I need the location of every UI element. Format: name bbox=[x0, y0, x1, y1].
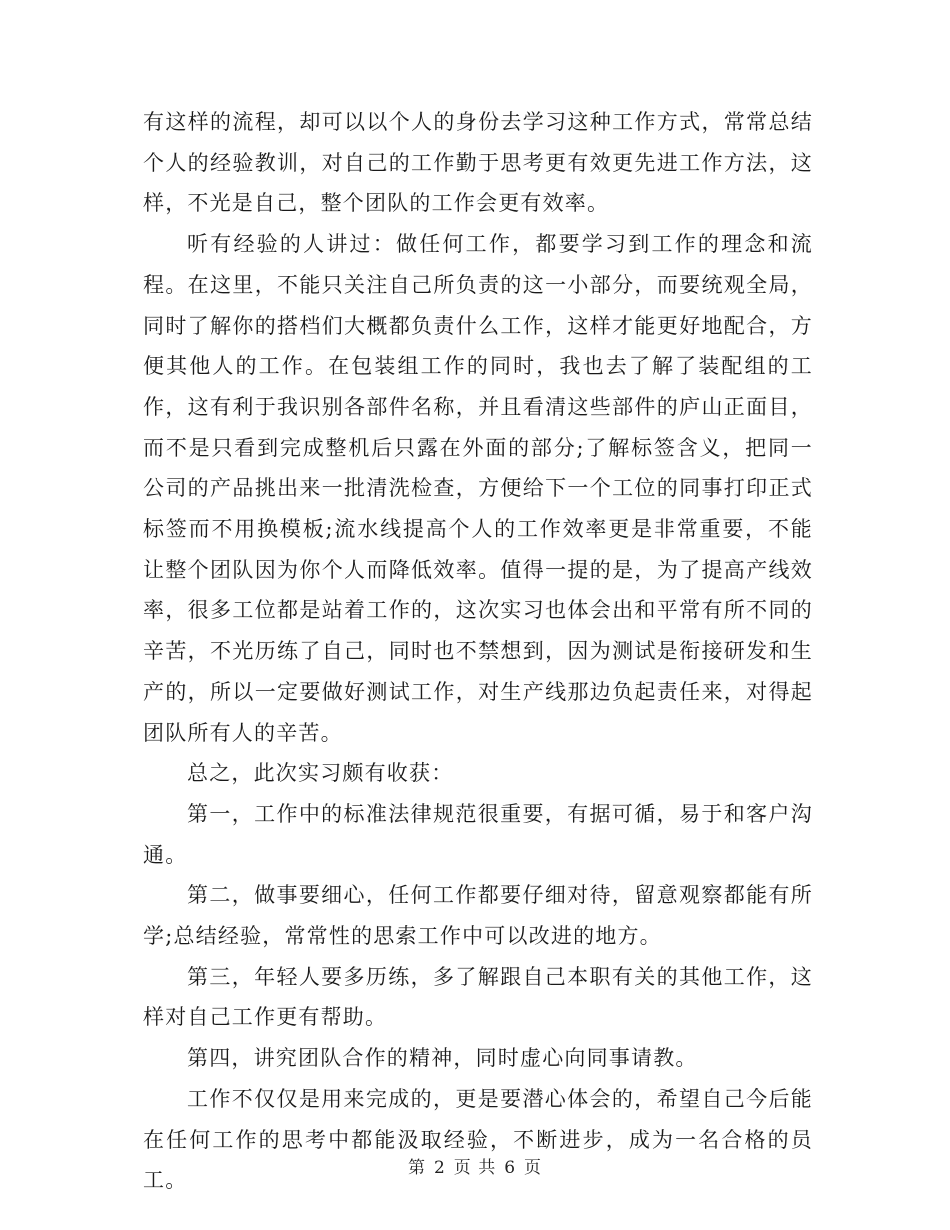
paragraph-3: 总之，此次实习颇有收获： bbox=[187, 761, 454, 786]
page-label-suffix: 页 bbox=[524, 1158, 543, 1178]
total-pages-number: 6 bbox=[504, 1158, 517, 1178]
page-label-prefix: 第 bbox=[407, 1158, 426, 1178]
paragraph-7: 第四，讲究团队合作的精神，同时虚心向同事请教。 bbox=[187, 1046, 698, 1071]
paragraph-8: 工作不仅仅是用来完成的，更是要潜心体会的，希望自己今后能在任何工作的思考中都能汲取经验，不断进步，成为一名合格的员工。 bbox=[143, 1086, 813, 1193]
paragraph-2: 听有经验的人讲过：做任何工作，都要学习到工作的理念和流程。在这里，不能只关注自己所负责的这一小部分，而要统观全局，同时了解你的搭档们大概都负责什么工作，这样才能更好地配合，方便其他人的工作。在包装组工作的同时，我也去了解了装配组的工作，这有利于我识别各部件名称，并且看清这些部件的庐山正面目，而不是只看到完成整机后只露在外面的部分;了解标签含义，把同一公司的产品挑出来一批清洗检查，方便给下一个工位的同事打印正式标签而不用换模板;流水线提高个人的工作效率更是非常重要，不能让整个团队因为你个人而降低效率。值得一提的是，为了提高产线效率，很多工位都是站着工作的，这次实习也体会出和平常有所不同的辛苦，不光历练了自己，同时也不禁想到，因为测试是衔接研发和生产的，所以一定要做好测试工作，对生产线那边负起责任来，对得起团队所有人的辛苦。 bbox=[143, 232, 813, 745]
document-body bbox=[143, 102, 813, 1201]
current-page-number: 2 bbox=[433, 1158, 446, 1178]
paragraph-1: 有这样的流程，却可以以个人的身份去学习这种工作方式，常常总结个人的经验教训，对自己的工作勤于思考更有效更先进工作方法，这样，不光是自己，整个团队的工作会更有效率。 bbox=[143, 110, 813, 216]
paragraph-5: 第二，做事要细心，任何工作都要仔细对待，留意观察都能有所学;总结经验，常常性的思索工作中可以改进的地方。 bbox=[143, 883, 813, 949]
page-number-footer bbox=[0, 1153, 950, 1178]
paragraph-4: 第一，工作中的标准法律规范很重要，有据可循，易于和客户沟通。 bbox=[143, 801, 813, 867]
paragraph-6: 第三，年轻人要多历练，多了解跟自己本职有关的其他工作，这样对自己工作更有帮助。 bbox=[143, 964, 813, 1030]
page-label-mid: 页 共 bbox=[453, 1158, 497, 1178]
